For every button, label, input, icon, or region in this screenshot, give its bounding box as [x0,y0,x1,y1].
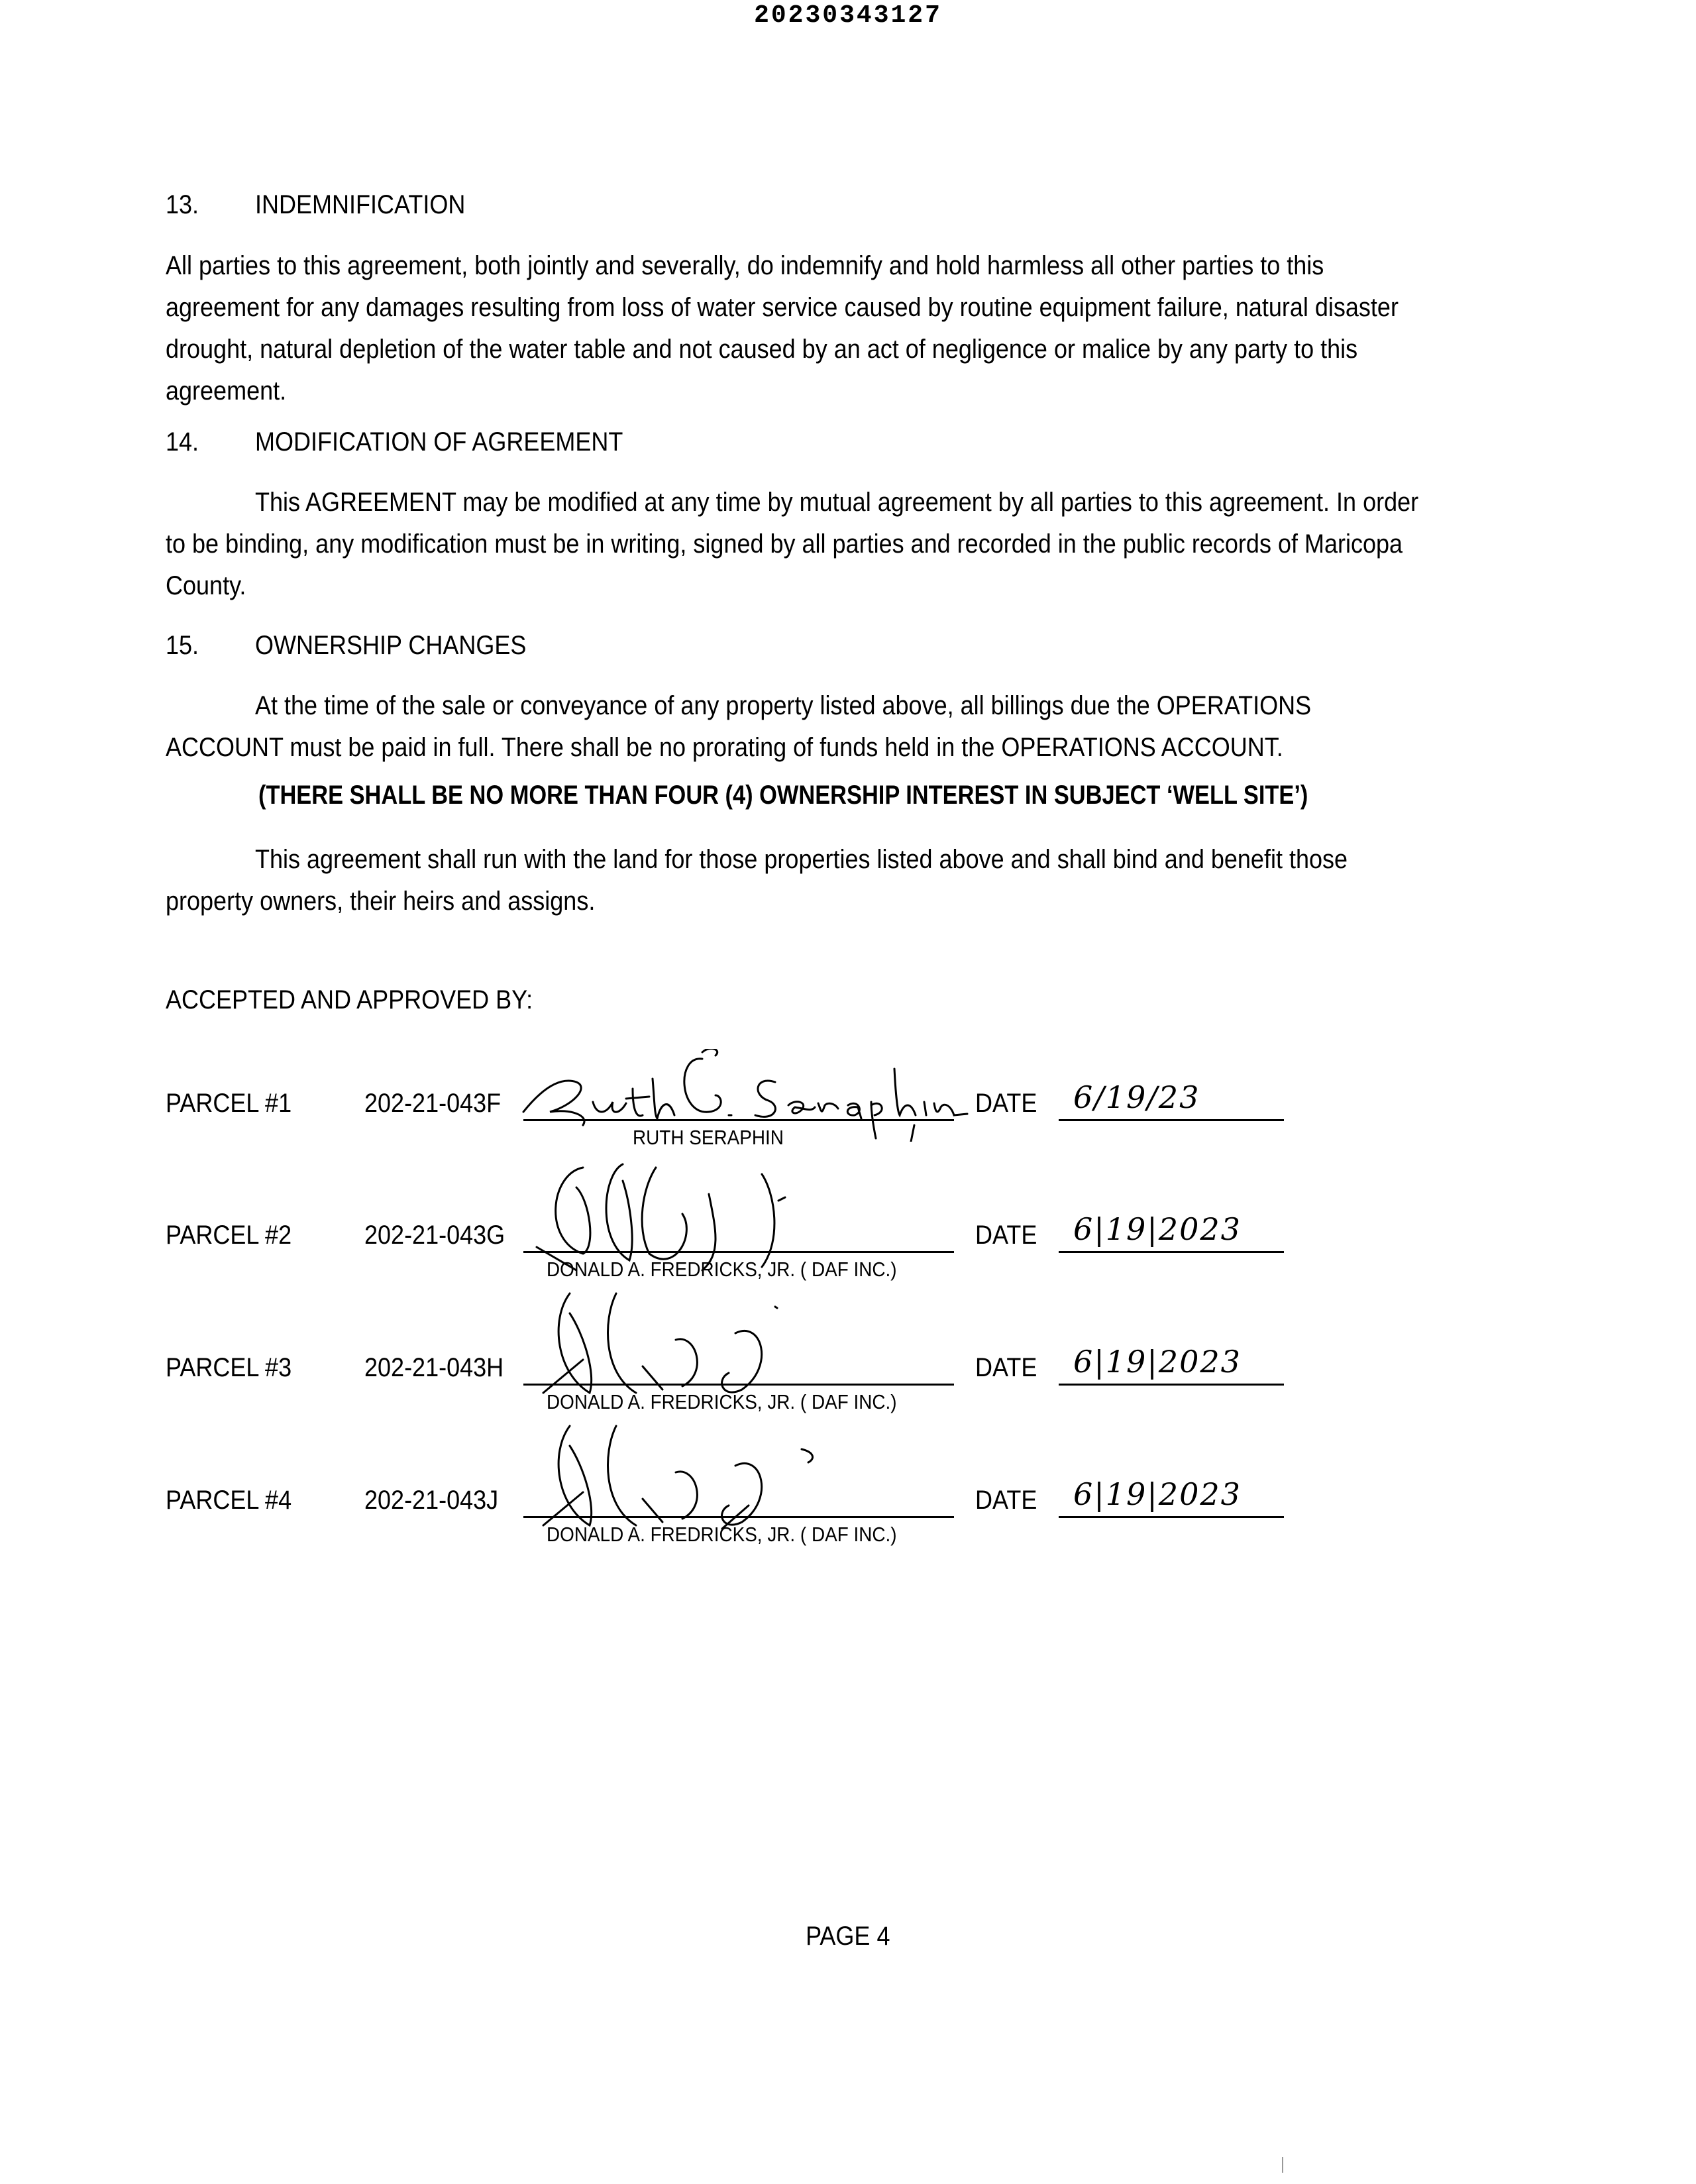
signer-name: DONALD A. FREDRICKS, JR. ( DAF INC.) [547,1258,897,1281]
signer-name: DONALD A. FREDRICKS, JR. ( DAF INC.) [547,1390,897,1413]
section-title: OWNERSHIP CHANGES [255,631,527,660]
parcel-row [0,1079,1696,1221]
date-line [1059,1516,1284,1518]
section-title: MODIFICATION OF AGREEMENT [255,427,623,457]
date-label: DATE [975,1089,1037,1118]
date-label: DATE [975,1221,1037,1250]
handwritten-date: 6|19|2023 [1073,1344,1242,1380]
handwritten-date: 6|19|2023 [1073,1476,1242,1512]
approval-heading: ACCEPTED AND APPROVED BY: [166,985,533,1014]
parcel-number: 202-21-043H [364,1353,504,1382]
signature-line [523,1119,954,1121]
signature-line [523,1251,954,1253]
handwritten-date: 6/19/23 [1073,1079,1200,1115]
date-line [1059,1251,1284,1253]
section-number: 14. [166,427,199,457]
paragraph-line: All parties to this agreement, both jointly and severally, do indemnify and hold harmless all other parties to this [166,251,1324,280]
section-15-body [166,685,1388,769]
paragraph-line: At the time of the sale or conveyance of any property listed above, all billings due the OPERATIONS [255,691,1312,720]
paragraph-line: property owners, their heirs and assigns. [166,887,596,916]
parcel-number: 202-21-043G [364,1221,505,1250]
section-number: 15. [166,631,199,660]
page-label: PAGE 4 [806,1922,890,1951]
section-15-heading [166,631,526,661]
parcel-number: 202-21-043F [364,1089,502,1118]
signature-line [523,1516,954,1518]
signer-name: RUTH SERAPHIN [633,1126,784,1149]
date-line [1059,1119,1284,1121]
section-13-heading [166,190,465,220]
date-label: DATE [975,1486,1037,1515]
page-number [0,1922,1696,1951]
parcel-label: PARCEL #4 [166,1486,292,1515]
signer-name: DONALD A. FREDRICKS, JR. ( DAF INC.) [547,1523,897,1546]
paragraph-line: This AGREEMENT may be modified at any time by mutual agreement by all parties to this agreement. In order [255,488,1419,517]
parcel-row [0,1476,1696,1618]
section-title: INDEMNIFICATION [255,190,466,219]
paragraph-line: agreement for any damages resulting from loss of water service caused by routine equipment failure, natural disaster [166,293,1399,322]
paragraph-line: agreement. [166,376,287,406]
section-14-body [166,482,1419,607]
parcel-row [0,1344,1696,1486]
date-label: DATE [975,1353,1037,1382]
paragraph-line: County. [166,571,246,600]
section-15-closing [166,839,1388,922]
scan-mark [1282,2157,1283,2173]
parcel-number: 202-21-043J [364,1486,499,1515]
parcel-row [0,1211,1696,1353]
section-13-body [166,245,1399,412]
paragraph-line: ACCOUNT must be paid in full. There shall be no prorating of funds held in the OPERATIONS ACCOUNT. [166,733,1283,762]
handwritten-date: 6|19|2023 [1073,1211,1242,1247]
signature-line [523,1384,954,1386]
paragraph-line: to be binding, any modification must be in writing, signed by all parties and recorded in the public records of Maricopa [166,529,1403,559]
section-number: 13. [166,190,199,219]
date-line [1059,1384,1284,1386]
paragraph-line: This agreement shall run with the land for those properties listed above and shall bind and benefit those [255,845,1348,874]
document-number: 20230343127 [754,1,942,30]
paragraph-line: drought, natural depletion of the water table and not caused by an act of negligence or malice by any party to this [166,335,1358,364]
well-site-ownership-note: (THERE SHALL BE NO MORE THAN FOUR (4) OWNERSHIP INTEREST IN SUBJECT ‘WELL SITE’) [258,781,1308,810]
parcel-label: PARCEL #1 [166,1089,292,1118]
parcel-label: PARCEL #2 [166,1221,292,1250]
parcel-label: PARCEL #3 [166,1353,292,1382]
section-14-heading [166,427,623,457]
